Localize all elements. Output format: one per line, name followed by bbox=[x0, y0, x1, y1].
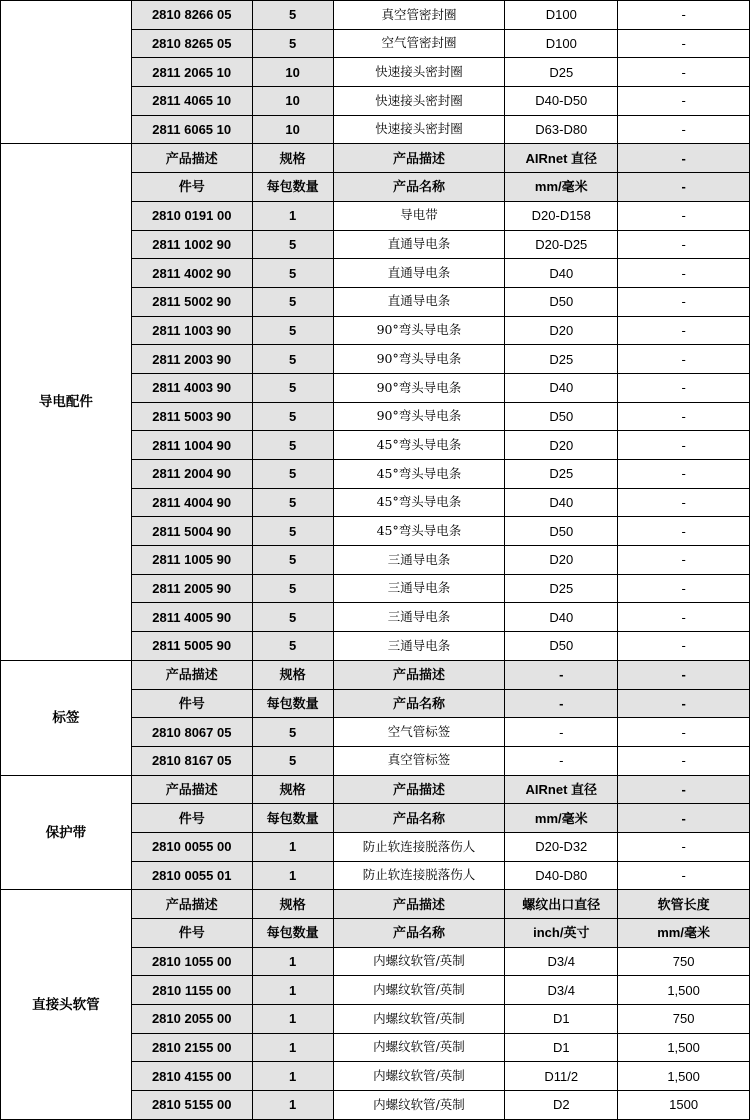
diameter-cell: D1 bbox=[505, 1005, 618, 1034]
length-cell: - bbox=[618, 574, 750, 603]
diameter-cell: D1 bbox=[505, 1033, 618, 1062]
product-name-cell: 直通导电条 bbox=[333, 230, 505, 259]
length-cell: - bbox=[618, 488, 750, 517]
product-name-cell: 90°弯头导电条 bbox=[333, 373, 505, 402]
pack-quantity-cell: 5 bbox=[252, 632, 333, 661]
product-name-cell: 产品名称 bbox=[333, 173, 505, 202]
category-cell bbox=[1, 1, 132, 144]
product-name-cell: 内螺纹软管/英制 bbox=[333, 1062, 505, 1091]
part-number-cell: 产品描述 bbox=[131, 660, 252, 689]
length-cell: - bbox=[618, 144, 750, 173]
length-cell: - bbox=[618, 689, 750, 718]
pack-quantity-cell: 规格 bbox=[252, 890, 333, 919]
product-name-cell: 内螺纹软管/英制 bbox=[333, 1091, 505, 1120]
product-name-cell: 空气管标签 bbox=[333, 718, 505, 747]
part-number-cell: 2810 1055 00 bbox=[131, 947, 252, 976]
diameter-cell: D40 bbox=[505, 603, 618, 632]
product-name-cell: 内螺纹软管/英制 bbox=[333, 976, 505, 1005]
length-cell: - bbox=[618, 87, 750, 116]
diameter-cell: D100 bbox=[505, 29, 618, 58]
pack-quantity-cell: 5 bbox=[252, 29, 333, 58]
part-number-cell: 2811 4065 10 bbox=[131, 87, 252, 116]
diameter-cell: D50 bbox=[505, 402, 618, 431]
length-cell: - bbox=[618, 832, 750, 861]
diameter-cell: D40-D80 bbox=[505, 861, 618, 890]
part-number-cell: 2810 0055 00 bbox=[131, 832, 252, 861]
length-cell: 1,500 bbox=[618, 1033, 750, 1062]
pack-quantity-cell: 10 bbox=[252, 87, 333, 116]
product-name-cell: 快速接头密封圈 bbox=[333, 58, 505, 87]
length-cell: 750 bbox=[618, 947, 750, 976]
diameter-cell: AIRnet 直径 bbox=[505, 144, 618, 173]
product-name-cell: 内螺纹软管/英制 bbox=[333, 947, 505, 976]
part-number-cell: 2811 6065 10 bbox=[131, 115, 252, 144]
length-cell: - bbox=[618, 287, 750, 316]
length-cell: - bbox=[618, 402, 750, 431]
length-cell: - bbox=[618, 259, 750, 288]
diameter-cell: - bbox=[505, 746, 618, 775]
pack-quantity-cell: 5 bbox=[252, 230, 333, 259]
table-header-row bbox=[1, 890, 750, 919]
pack-quantity-cell: 5 bbox=[252, 259, 333, 288]
category-cell: 导电配件 bbox=[1, 144, 132, 660]
length-cell: - bbox=[618, 115, 750, 144]
pack-quantity-cell: 5 bbox=[252, 431, 333, 460]
diameter-cell: D50 bbox=[505, 632, 618, 661]
pack-quantity-cell: 5 bbox=[252, 460, 333, 489]
product-name-cell: 产品描述 bbox=[333, 144, 505, 173]
length-cell: 1,500 bbox=[618, 976, 750, 1005]
product-name-cell: 90°弯头导电条 bbox=[333, 402, 505, 431]
category-cell: 直接头软管 bbox=[1, 890, 132, 1120]
part-number-cell: 2811 5004 90 bbox=[131, 517, 252, 546]
part-number-cell: 2810 2055 00 bbox=[131, 1005, 252, 1034]
pack-quantity-cell: 1 bbox=[252, 201, 333, 230]
diameter-cell: - bbox=[505, 660, 618, 689]
diameter-cell: D11/2 bbox=[505, 1062, 618, 1091]
part-number-cell: 2811 1005 90 bbox=[131, 546, 252, 575]
product-name-cell: 内螺纹软管/英制 bbox=[333, 1005, 505, 1034]
product-name-cell: 三通导电条 bbox=[333, 546, 505, 575]
part-number-cell: 2811 4004 90 bbox=[131, 488, 252, 517]
part-number-cell: 2811 5003 90 bbox=[131, 402, 252, 431]
diameter-cell: D40 bbox=[505, 373, 618, 402]
product-name-cell: 导电带 bbox=[333, 201, 505, 230]
table-header-row bbox=[1, 775, 750, 804]
length-cell: - bbox=[618, 804, 750, 833]
diameter-cell: D100 bbox=[505, 1, 618, 30]
length-cell: - bbox=[618, 517, 750, 546]
diameter-cell: D20 bbox=[505, 316, 618, 345]
part-number-cell: 产品描述 bbox=[131, 144, 252, 173]
product-name-cell: 产品描述 bbox=[333, 775, 505, 804]
length-cell: - bbox=[618, 345, 750, 374]
product-name-cell: 三通导电条 bbox=[333, 574, 505, 603]
diameter-cell: D3/4 bbox=[505, 976, 618, 1005]
product-name-cell: 真空管密封圈 bbox=[333, 1, 505, 30]
length-cell: - bbox=[618, 230, 750, 259]
length-cell: 1500 bbox=[618, 1091, 750, 1120]
part-number-cell: 2811 2065 10 bbox=[131, 58, 252, 87]
diameter-cell: D63-D80 bbox=[505, 115, 618, 144]
part-number-cell: 2811 4005 90 bbox=[131, 603, 252, 632]
length-cell: - bbox=[618, 29, 750, 58]
length-cell: mm/毫米 bbox=[618, 919, 750, 948]
part-number-cell: 2811 4002 90 bbox=[131, 259, 252, 288]
diameter-cell: mm/毫米 bbox=[505, 804, 618, 833]
product-name-cell: 45°弯头导电条 bbox=[333, 460, 505, 489]
pack-quantity-cell: 5 bbox=[252, 373, 333, 402]
diameter-cell: D20-D158 bbox=[505, 201, 618, 230]
part-number-cell: 2811 4003 90 bbox=[131, 373, 252, 402]
diameter-cell: D20 bbox=[505, 431, 618, 460]
part-number-cell: 2810 4155 00 bbox=[131, 1062, 252, 1091]
part-number-cell: 产品描述 bbox=[131, 775, 252, 804]
part-number-cell: 2811 2005 90 bbox=[131, 574, 252, 603]
pack-quantity-cell: 1 bbox=[252, 947, 333, 976]
part-number-cell: 2810 8265 05 bbox=[131, 29, 252, 58]
product-name-cell: 45°弯头导电条 bbox=[333, 488, 505, 517]
diameter-cell: D25 bbox=[505, 345, 618, 374]
pack-quantity-cell: 5 bbox=[252, 345, 333, 374]
product-name-cell: 内螺纹软管/英制 bbox=[333, 1033, 505, 1062]
pack-quantity-cell: 5 bbox=[252, 316, 333, 345]
product-name-cell: 产品描述 bbox=[333, 890, 505, 919]
part-number-cell: 2811 1004 90 bbox=[131, 431, 252, 460]
product-name-cell: 直通导电条 bbox=[333, 287, 505, 316]
pack-quantity-cell: 10 bbox=[252, 58, 333, 87]
diameter-cell: D20 bbox=[505, 546, 618, 575]
pack-quantity-cell: 5 bbox=[252, 603, 333, 632]
length-cell: - bbox=[618, 775, 750, 804]
diameter-cell: D3/4 bbox=[505, 947, 618, 976]
length-cell: - bbox=[618, 632, 750, 661]
part-number-cell: 2811 2004 90 bbox=[131, 460, 252, 489]
product-name-cell: 快速接头密封圈 bbox=[333, 115, 505, 144]
length-cell: - bbox=[618, 1, 750, 30]
pack-quantity-cell: 规格 bbox=[252, 144, 333, 173]
diameter-cell: D50 bbox=[505, 517, 618, 546]
part-number-cell: 2811 5005 90 bbox=[131, 632, 252, 661]
product-name-cell: 防止软连接脱落伤人 bbox=[333, 832, 505, 861]
diameter-cell: D25 bbox=[505, 460, 618, 489]
pack-quantity-cell: 5 bbox=[252, 1, 333, 30]
diameter-cell: D2 bbox=[505, 1091, 618, 1120]
length-cell: - bbox=[618, 431, 750, 460]
pack-quantity-cell: 1 bbox=[252, 861, 333, 890]
diameter-cell: D25 bbox=[505, 58, 618, 87]
pack-quantity-cell: 5 bbox=[252, 517, 333, 546]
length-cell: - bbox=[618, 201, 750, 230]
product-name-cell: 90°弯头导电条 bbox=[333, 345, 505, 374]
pack-quantity-cell: 每包数量 bbox=[252, 919, 333, 948]
diameter-cell: D20-D25 bbox=[505, 230, 618, 259]
length-cell: - bbox=[618, 546, 750, 575]
diameter-cell: 螺纹出口直径 bbox=[505, 890, 618, 919]
length-cell: - bbox=[618, 460, 750, 489]
product-name-cell: 产品名称 bbox=[333, 919, 505, 948]
length-cell: - bbox=[618, 660, 750, 689]
part-number-cell: 2810 5155 00 bbox=[131, 1091, 252, 1120]
product-name-cell: 产品名称 bbox=[333, 804, 505, 833]
pack-quantity-cell: 1 bbox=[252, 1091, 333, 1120]
diameter-cell: inch/英寸 bbox=[505, 919, 618, 948]
part-number-cell: 2811 2003 90 bbox=[131, 345, 252, 374]
pack-quantity-cell: 1 bbox=[252, 1062, 333, 1091]
diameter-cell: D50 bbox=[505, 287, 618, 316]
pack-quantity-cell: 每包数量 bbox=[252, 173, 333, 202]
diameter-cell: - bbox=[505, 689, 618, 718]
part-number-cell: 产品描述 bbox=[131, 890, 252, 919]
part-number-cell: 件号 bbox=[131, 804, 252, 833]
part-number-cell: 件号 bbox=[131, 919, 252, 948]
part-number-cell: 2811 5002 90 bbox=[131, 287, 252, 316]
part-number-cell: 2810 0055 01 bbox=[131, 861, 252, 890]
product-name-cell: 防止软连接脱落伤人 bbox=[333, 861, 505, 890]
table-header-row bbox=[1, 144, 750, 173]
length-cell: - bbox=[618, 718, 750, 747]
diameter-cell: D40-D50 bbox=[505, 87, 618, 116]
pack-quantity-cell: 5 bbox=[252, 488, 333, 517]
product-name-cell: 三通导电条 bbox=[333, 632, 505, 661]
table-header-row bbox=[1, 660, 750, 689]
diameter-cell: - bbox=[505, 718, 618, 747]
length-cell: - bbox=[618, 746, 750, 775]
product-name-cell: 快速接头密封圈 bbox=[333, 87, 505, 116]
product-name-cell: 直通导电条 bbox=[333, 259, 505, 288]
part-number-cell: 2810 1155 00 bbox=[131, 976, 252, 1005]
length-cell: - bbox=[618, 316, 750, 345]
pack-quantity-cell: 1 bbox=[252, 976, 333, 1005]
product-name-cell: 空气管密封圈 bbox=[333, 29, 505, 58]
part-number-cell: 件号 bbox=[131, 689, 252, 718]
pack-quantity-cell: 5 bbox=[252, 574, 333, 603]
part-number-cell: 2810 8167 05 bbox=[131, 746, 252, 775]
part-number-cell: 2811 1003 90 bbox=[131, 316, 252, 345]
category-cell: 标签 bbox=[1, 660, 132, 775]
pack-quantity-cell: 1 bbox=[252, 1005, 333, 1034]
product-name-cell: 45°弯头导电条 bbox=[333, 517, 505, 546]
diameter-cell: AIRnet 直径 bbox=[505, 775, 618, 804]
category-cell: 保护带 bbox=[1, 775, 132, 890]
part-number-cell: 2810 8067 05 bbox=[131, 718, 252, 747]
pack-quantity-cell: 1 bbox=[252, 832, 333, 861]
product-name-cell: 真空管标签 bbox=[333, 746, 505, 775]
pack-quantity-cell: 10 bbox=[252, 115, 333, 144]
pack-quantity-cell: 5 bbox=[252, 746, 333, 775]
length-cell: - bbox=[618, 58, 750, 87]
diameter-cell: D40 bbox=[505, 488, 618, 517]
pack-quantity-cell: 1 bbox=[252, 1033, 333, 1062]
diameter-cell: mm/毫米 bbox=[505, 173, 618, 202]
diameter-cell: D25 bbox=[505, 574, 618, 603]
pack-quantity-cell: 每包数量 bbox=[252, 689, 333, 718]
pack-quantity-cell: 5 bbox=[252, 402, 333, 431]
length-cell: 750 bbox=[618, 1005, 750, 1034]
pack-quantity-cell: 每包数量 bbox=[252, 804, 333, 833]
part-number-cell: 2810 2155 00 bbox=[131, 1033, 252, 1062]
part-number-cell: 2810 0191 00 bbox=[131, 201, 252, 230]
pack-quantity-cell: 规格 bbox=[252, 775, 333, 804]
pack-quantity-cell: 5 bbox=[252, 287, 333, 316]
length-cell: - bbox=[618, 373, 750, 402]
part-number-cell: 2810 8266 05 bbox=[131, 1, 252, 30]
product-name-cell: 产品描述 bbox=[333, 660, 505, 689]
pack-quantity-cell: 5 bbox=[252, 546, 333, 575]
length-cell: 软管长度 bbox=[618, 890, 750, 919]
product-name-cell: 45°弯头导电条 bbox=[333, 431, 505, 460]
part-number-cell: 件号 bbox=[131, 173, 252, 202]
length-cell: - bbox=[618, 861, 750, 890]
diameter-cell: D40 bbox=[505, 259, 618, 288]
product-name-cell: 90°弯头导电条 bbox=[333, 316, 505, 345]
product-name-cell: 产品名称 bbox=[333, 689, 505, 718]
product-name-cell: 三通导电条 bbox=[333, 603, 505, 632]
length-cell: 1,500 bbox=[618, 1062, 750, 1091]
part-number-cell: 2811 1002 90 bbox=[131, 230, 252, 259]
table-row bbox=[1, 1, 750, 30]
length-cell: - bbox=[618, 603, 750, 632]
pack-quantity-cell: 规格 bbox=[252, 660, 333, 689]
pack-quantity-cell: 5 bbox=[252, 718, 333, 747]
length-cell: - bbox=[618, 173, 750, 202]
diameter-cell: D20-D32 bbox=[505, 832, 618, 861]
